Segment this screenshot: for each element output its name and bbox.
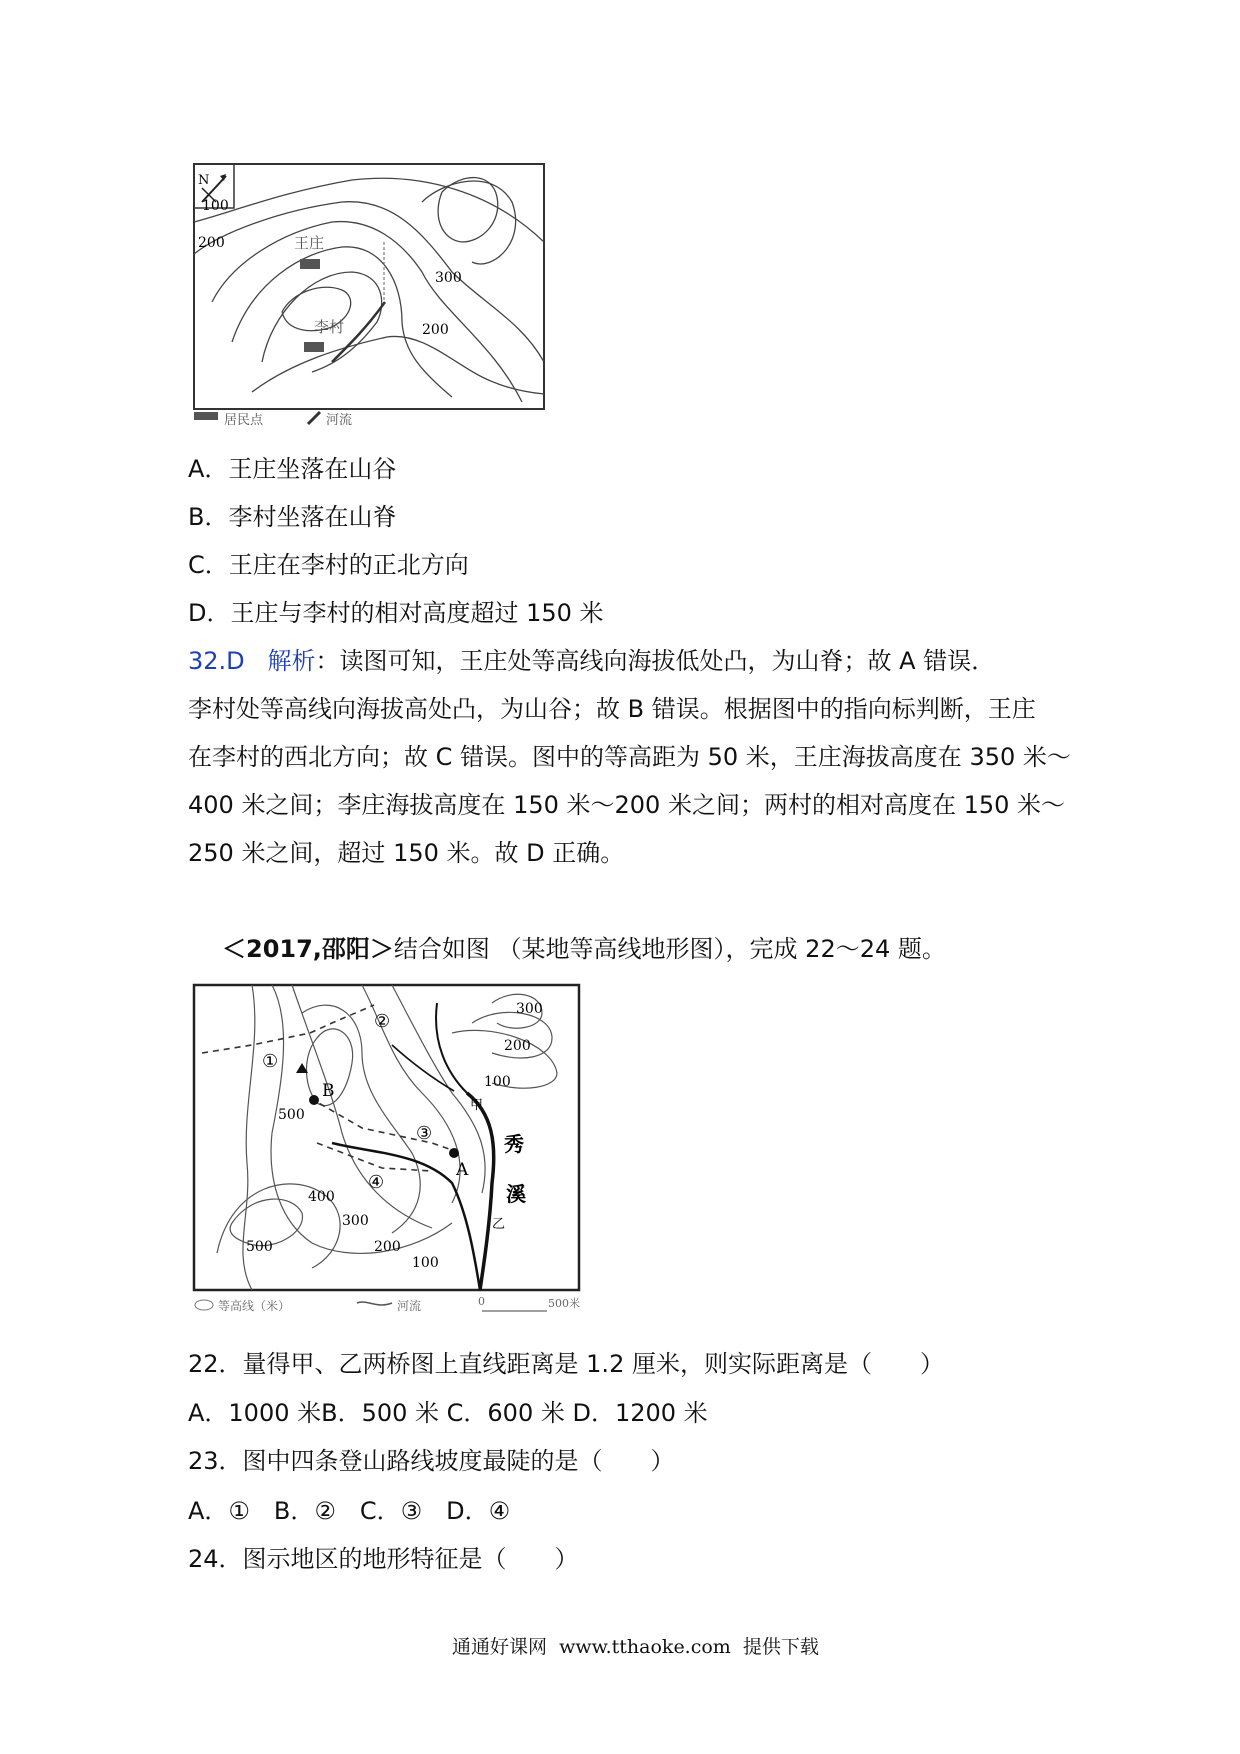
q23-options: A．① B．② C．③ D．④	[188, 1497, 511, 1525]
intro-text: 结合如图 （某地等高线地形图），完成 22～24 题。	[393, 935, 946, 963]
legend-river: 河流	[326, 413, 353, 428]
legend-contour: 等高线（米）	[218, 1299, 291, 1313]
route-label-1: ①	[262, 1051, 279, 1072]
north-label: N	[198, 173, 210, 188]
river-char-2: 溪	[506, 1182, 526, 1206]
q22: 22．量得甲、乙两桥图上直线距离是 1.2 厘米，则实际距离是（ ）	[188, 1350, 944, 1378]
page-footer: 通通好课网 www.tthaoke.com 提供下载	[452, 1636, 819, 1658]
contour-400: 400	[308, 1189, 335, 1205]
q23: 23．图中四条登山路线坡度最陡的是（ ）	[188, 1447, 675, 1475]
legend-scale: 500米	[548, 1297, 580, 1310]
place-wangzhuang: 王庄	[294, 234, 325, 252]
q32-analysis-line-2: 李村处等高线向海拔高处凸，为山谷；故 B 错误。根据图中的指向标判断，王庄	[188, 695, 1036, 723]
contour-map-1	[192, 162, 547, 430]
section-intro	[222, 932, 946, 966]
contour-500b: 500	[246, 1239, 273, 1255]
contour-300b: 300	[342, 1213, 369, 1229]
contour-200b: 200	[374, 1239, 401, 1255]
route-label-3: ③	[416, 1123, 433, 1144]
analysis-text-1: ：读图可知，王庄处等高线向海拔低处凸，为山脊；故 A 错误．	[315, 647, 996, 675]
contour-100b: 100	[412, 1255, 439, 1271]
contour-200: 200	[504, 1038, 531, 1054]
contour-300: 300	[516, 1001, 543, 1017]
route-label-4: ④	[368, 1172, 385, 1193]
q32-analysis-line-3: 在李村的西北方向；故 C 错误。图中的等高距为 50 米，王庄海拔高度在 350 米～	[188, 743, 1071, 771]
contour-label-300: 300	[435, 270, 462, 286]
route-label-2: ②	[374, 1011, 391, 1032]
q32-option-a: A．王庄坐落在山谷	[188, 455, 397, 483]
q32-analysis-line-4: 400 米之间；李庄海拔高度在 150 米～200 米之间；两村的相对高度在 150 米～	[188, 791, 1066, 819]
q22-options: A．1000 米B．500 米 C．600 米 D．1200 米	[188, 1399, 708, 1427]
q32-option-b: B．李村坐落在山脊	[188, 503, 397, 531]
contour-label-200b: 200	[422, 322, 449, 338]
contour-map-2	[192, 983, 584, 1318]
contour-500a: 500	[278, 1107, 305, 1123]
legend-river-2: 河流	[397, 1299, 422, 1313]
q24: 24．图示地区的地形特征是（ ）	[188, 1545, 579, 1573]
intro-source: ＜2017,邵阳＞	[222, 935, 394, 963]
contour-label-100: 100	[202, 198, 229, 214]
answer-tag: 32.D	[188, 647, 245, 675]
q32-analysis-line-1	[188, 644, 995, 678]
contour-label-200: 200	[198, 235, 225, 251]
point-a: A	[456, 1160, 469, 1180]
analysis-tag: 解析	[267, 647, 316, 675]
bridge-jia: 甲	[470, 1098, 484, 1113]
q32-option-c: C．王庄在李村的正北方向	[188, 551, 469, 579]
bridge-yi: 乙	[492, 1217, 506, 1232]
contour-100: 100	[484, 1074, 511, 1090]
place-licun: 李村	[314, 318, 345, 336]
river-char-1: 秀	[504, 1132, 524, 1156]
q32-analysis-line-5: 250 米之间，超过 150 米。故 D 正确。	[188, 839, 625, 867]
point-b: B	[322, 1081, 335, 1101]
legend-scale-zero: 0	[478, 1295, 485, 1308]
legend-settlement: 居民点	[224, 413, 264, 428]
q32-option-d: D．王庄与李村的相对高度超过 150 米	[188, 599, 604, 627]
